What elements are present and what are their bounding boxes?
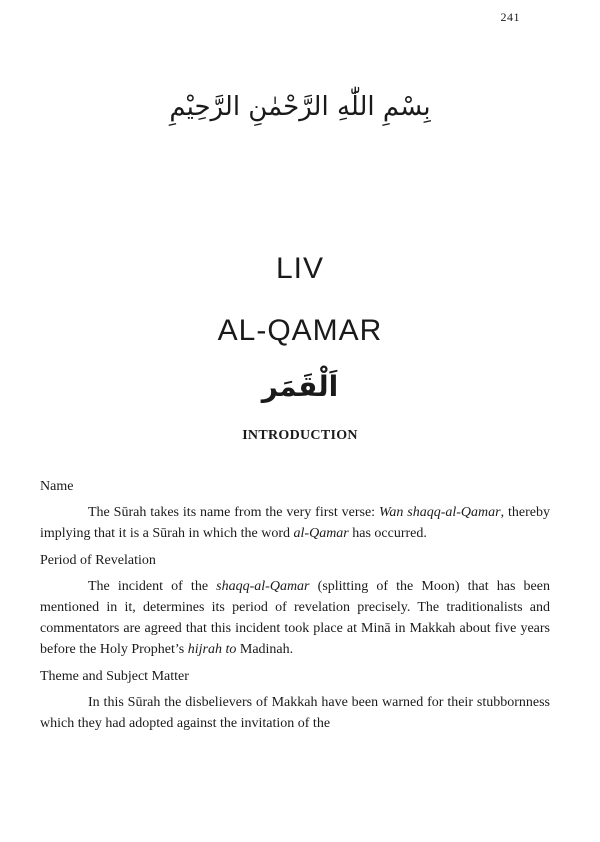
section-heading-name: Name xyxy=(40,479,74,494)
section-heading-theme: Theme and Subject Matter xyxy=(40,669,189,684)
text-span: The incident of the xyxy=(88,579,217,594)
italic-term: hijrah to xyxy=(187,642,237,657)
text-span: has occurred. xyxy=(348,526,427,541)
introduction-heading: INTRODUCTION xyxy=(242,428,358,443)
text-span: (splitting of the Moon) that has been mentioned in it, determines its period of revelation precisely. The traditionalists and commentators are agreed that this incident took place at Minā in Makkah about five years before the Holy Prophet’s xyxy=(40,579,550,657)
paragraph-theme: In this Sūrah the disbelievers of Makkah have been warned for their stubbornness which they had adopted against the invitation of the xyxy=(40,695,550,731)
paragraph-period xyxy=(40,576,550,660)
italic-term: al-Qamar xyxy=(293,526,349,541)
body-text xyxy=(40,476,550,740)
italic-term: shaqq-al-Qamar xyxy=(216,579,310,594)
chapter-title: AL-QAMAR xyxy=(217,314,383,347)
italic-term: Wan shaqq-al-Qamar xyxy=(378,505,501,520)
text-span: The Sūrah takes its name from the very first verse: xyxy=(88,505,379,520)
chapter-number: LIV xyxy=(275,252,325,285)
paragraph-name xyxy=(40,502,550,544)
section-heading-period: Period of Revelation xyxy=(40,553,156,568)
text-span: Madinah. xyxy=(236,642,294,657)
text-span: , thereby implying that it is a Sūrah in which the word xyxy=(40,505,550,541)
basmala: بِسْمِ اللّٰهِ الرَّحْمٰنِ الرَّحِيْمِ xyxy=(169,92,431,122)
chapter-title-arabic: اَلْقَمَر xyxy=(261,370,339,403)
page-number: 241 xyxy=(500,10,520,24)
